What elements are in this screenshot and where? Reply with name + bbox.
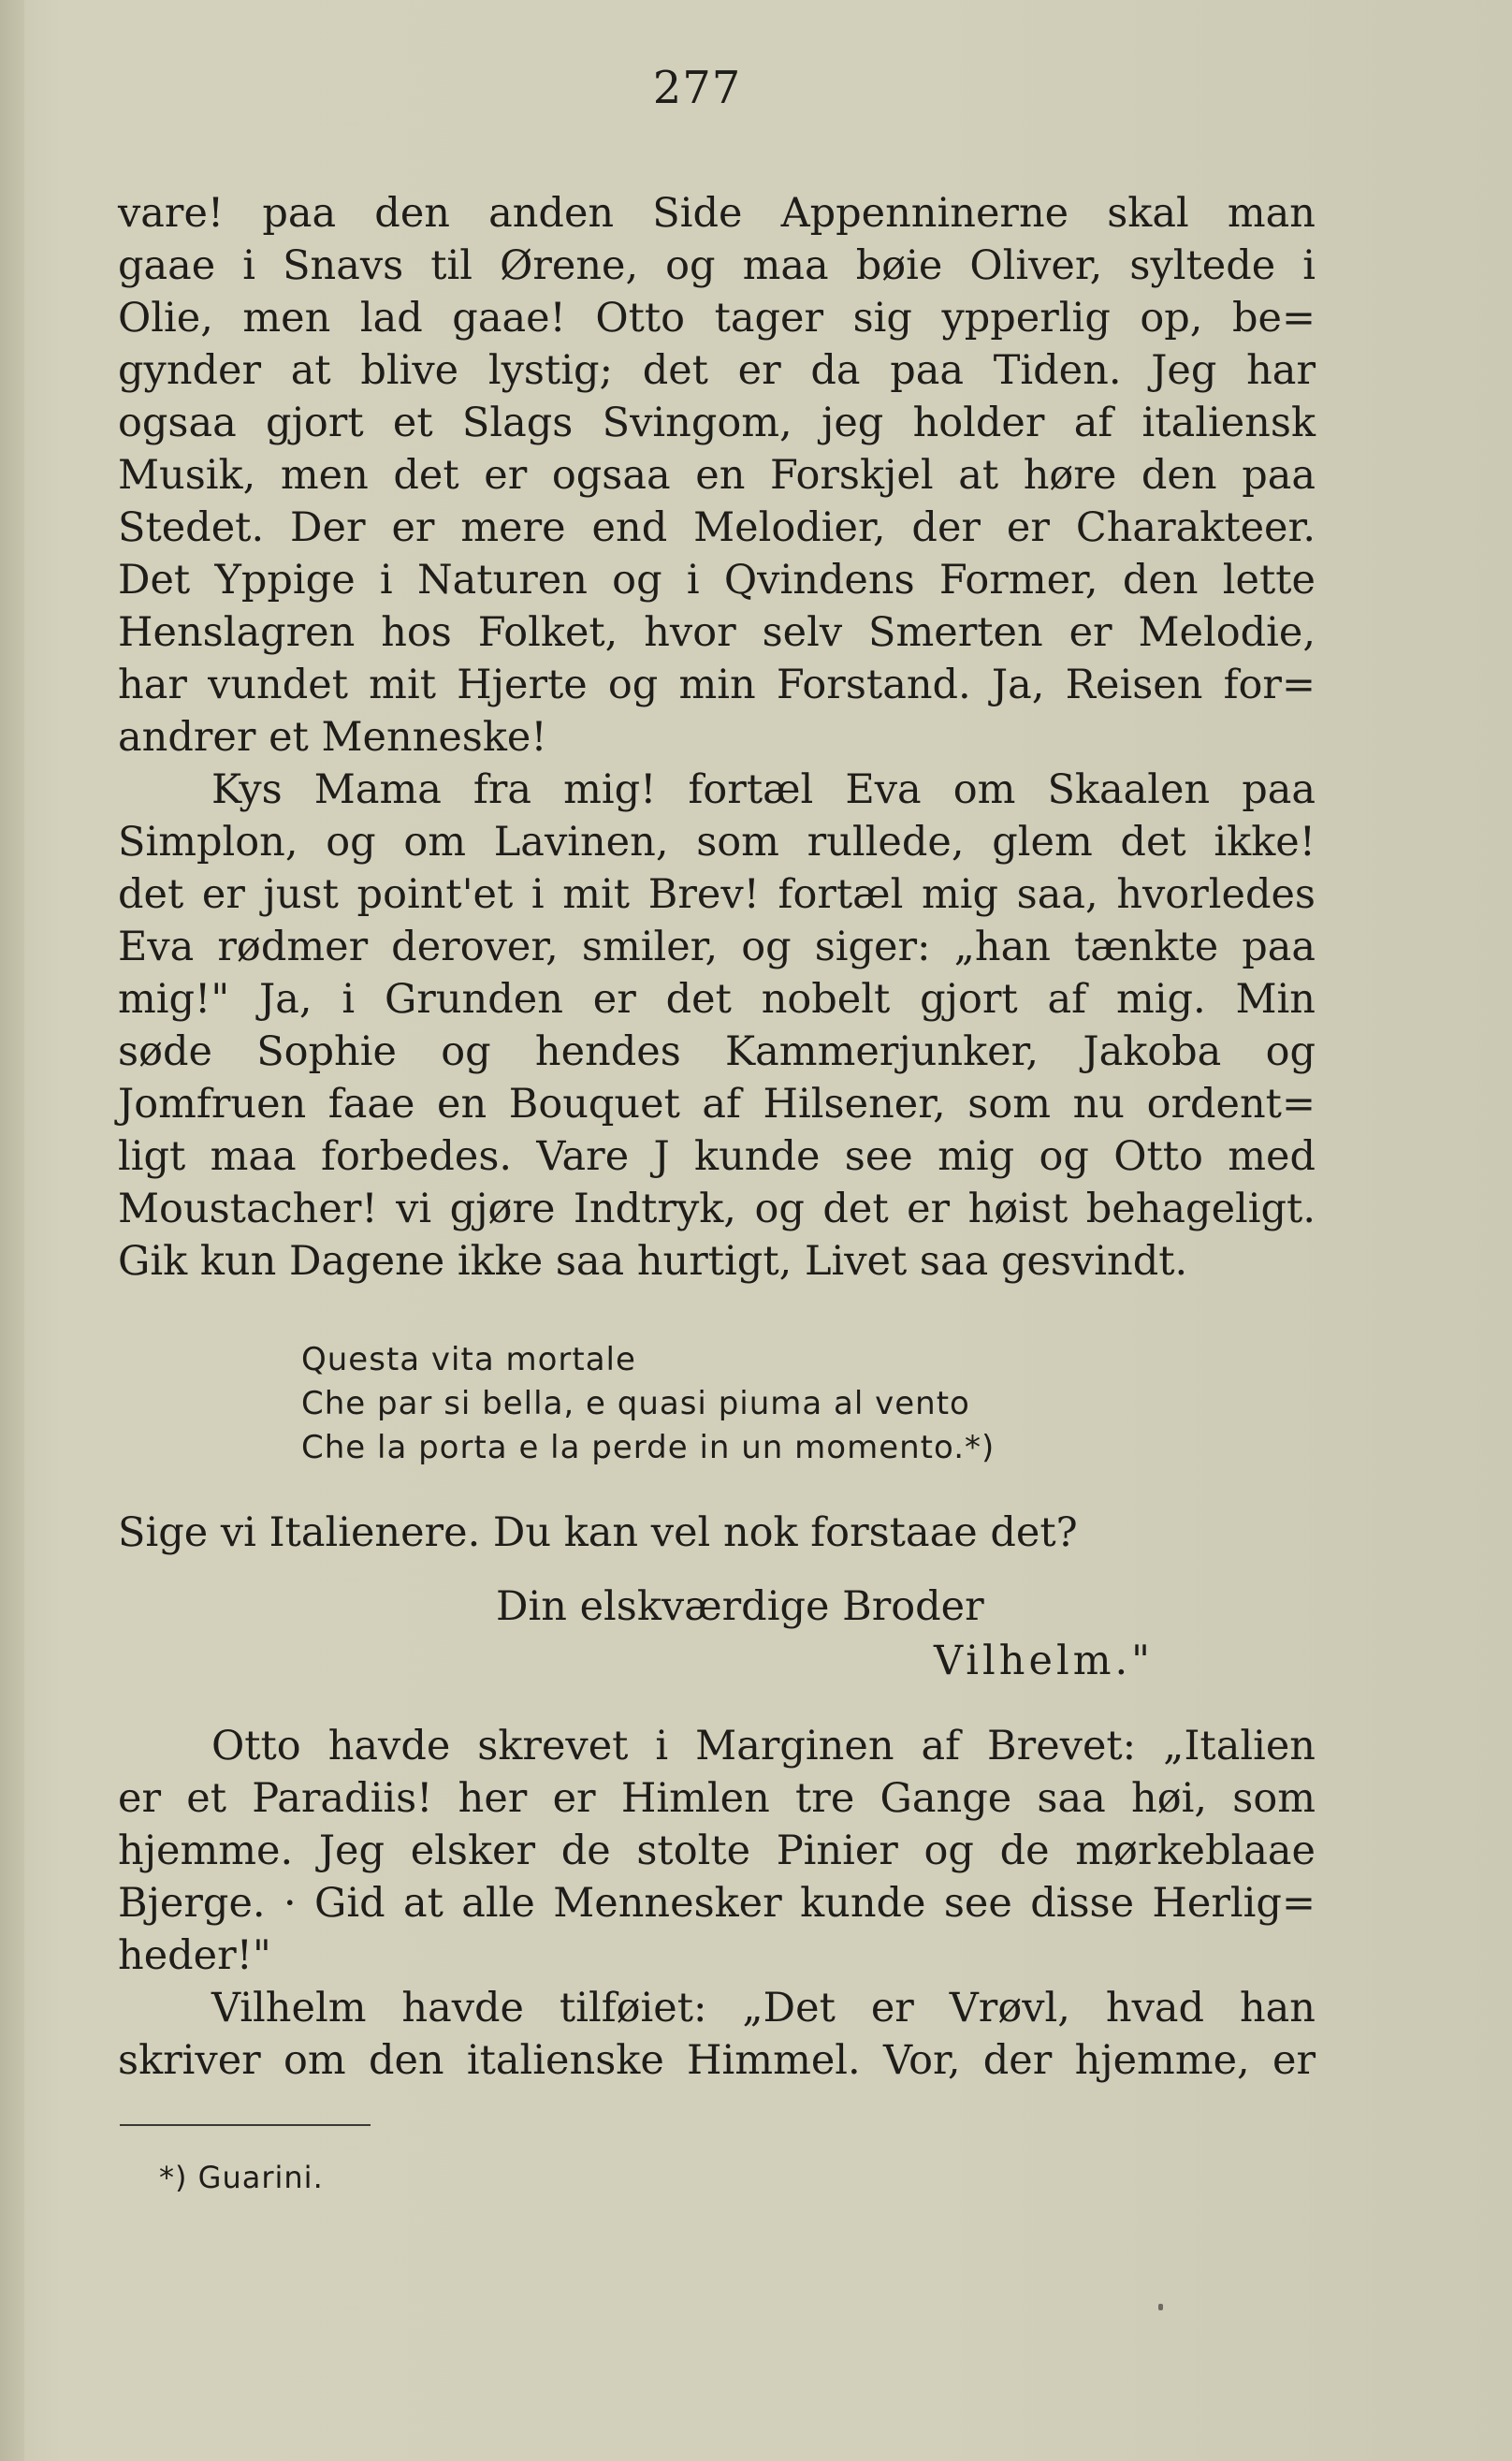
text-line: Vilhelm havde tilføiet: „Det er Vrøvl, hvad han (211, 1985, 1316, 2031)
paragraph-2 (118, 764, 1316, 1288)
text-line: ligt maa forbedes. Vare J kunde see mig og Otto med (118, 1133, 1316, 1180)
footnote-divider (120, 2124, 371, 2126)
italian-quote (301, 1338, 995, 1470)
page-number: 277 (652, 62, 742, 114)
quote-line: Che par si bella, e quasi piuma al vento (301, 1385, 970, 1422)
text-line: søde Sophie og hendes Kammerjunker, Jakoba og (118, 1028, 1316, 1075)
text-line: Jomfruen faae en Bouquet af Hilsener, som nu ordent= (118, 1081, 1316, 1128)
signoff-line: Din elskværdige Broder (496, 1583, 984, 1630)
text-line: Otto havde skrevet i Marginen af Brevet: „Italien (211, 1723, 1316, 1769)
text-line: heder!" (118, 1932, 271, 1979)
after-quote (118, 1507, 1316, 1559)
quote-line: Che la porta e la perde in un momento.*) (301, 1429, 996, 1466)
text-line: Olie, men lad gaae! Otto tager sig ypperlig op, be= (118, 295, 1316, 342)
text-line: Simplon, og om Lavinen, som rullede, glem det ikke! (118, 819, 1316, 866)
footnote: *) Guarini. (159, 2160, 324, 2195)
text-line: har vundet mit Hjerte og min Forstand. Ja, Reisen for= (118, 662, 1316, 708)
text-line: Det Yppige i Naturen og i Qvindens Former, den lette (118, 557, 1316, 604)
text-line: Stedet. Der er mere end Melodier, der er Charakteer. (118, 504, 1316, 551)
text-line: Bjerge. · Gid at alle Mennesker kunde see disse Herlig= (118, 1880, 1316, 1927)
text-line: Musik, men det er ogsaa en Forskjel at høre den paa (118, 452, 1316, 499)
paragraph-4 (118, 1982, 1316, 2087)
paper-speck (1158, 2304, 1163, 2310)
text-line: Eva rødmer derover, smiler, og siger: „han tænkte paa (118, 924, 1316, 970)
text-line: Henslagren hos Folket, hvor selv Smerten er Melodie, (118, 609, 1316, 656)
text-line: gynder at blive lystig; det er da paa Tiden. Jeg har (118, 347, 1316, 394)
paragraph-1 (118, 187, 1316, 764)
text-line: andrer et Menneske! (118, 714, 547, 761)
text-line: vare! paa den anden Side Appenninerne skal man (118, 190, 1316, 237)
text-line: det er just point'et i mit Brev! fortæl mig saa, hvorledes (118, 871, 1316, 918)
text-line: Moustacher! vi gjøre Indtryk, og det er høist behageligt. (118, 1186, 1316, 1232)
text-line: skriver om den italienske Himmel. Vor, der hjemme, er (118, 2037, 1316, 2084)
text-line: Kys Mama fra mig! fortæl Eva om Skaalen paa (211, 766, 1316, 813)
paragraph-3 (118, 1720, 1316, 1982)
text-line: gaae i Snavs til Ørene, og maa bøie Oliver, syltede i (118, 242, 1316, 289)
text-line: er et Paradiis! her er Himlen tre Gange saa høi, som (118, 1775, 1316, 1822)
signoff-signature: Vilhelm." (934, 1638, 1154, 1684)
text-line: ogsaa gjort et Slags Svingom, jeg holder af italiensk (118, 400, 1316, 446)
text-line: Gik kun Dagene ikke saa hurtigt, Livet saa gesvindt. (118, 1238, 1188, 1285)
text-line: hjemme. Jeg elsker de stolte Pinier og de mørkeblaae (118, 1828, 1316, 1874)
page-left-edge (0, 0, 24, 2461)
text-line: Sige vi Italienere. Du kan vel nok forstaae det? (118, 1509, 1078, 1556)
quote-line: Questa vita mortale (301, 1341, 636, 1378)
text-line: mig!" Ja, i Grunden er det nobelt gjort af mig. Min (118, 976, 1316, 1023)
